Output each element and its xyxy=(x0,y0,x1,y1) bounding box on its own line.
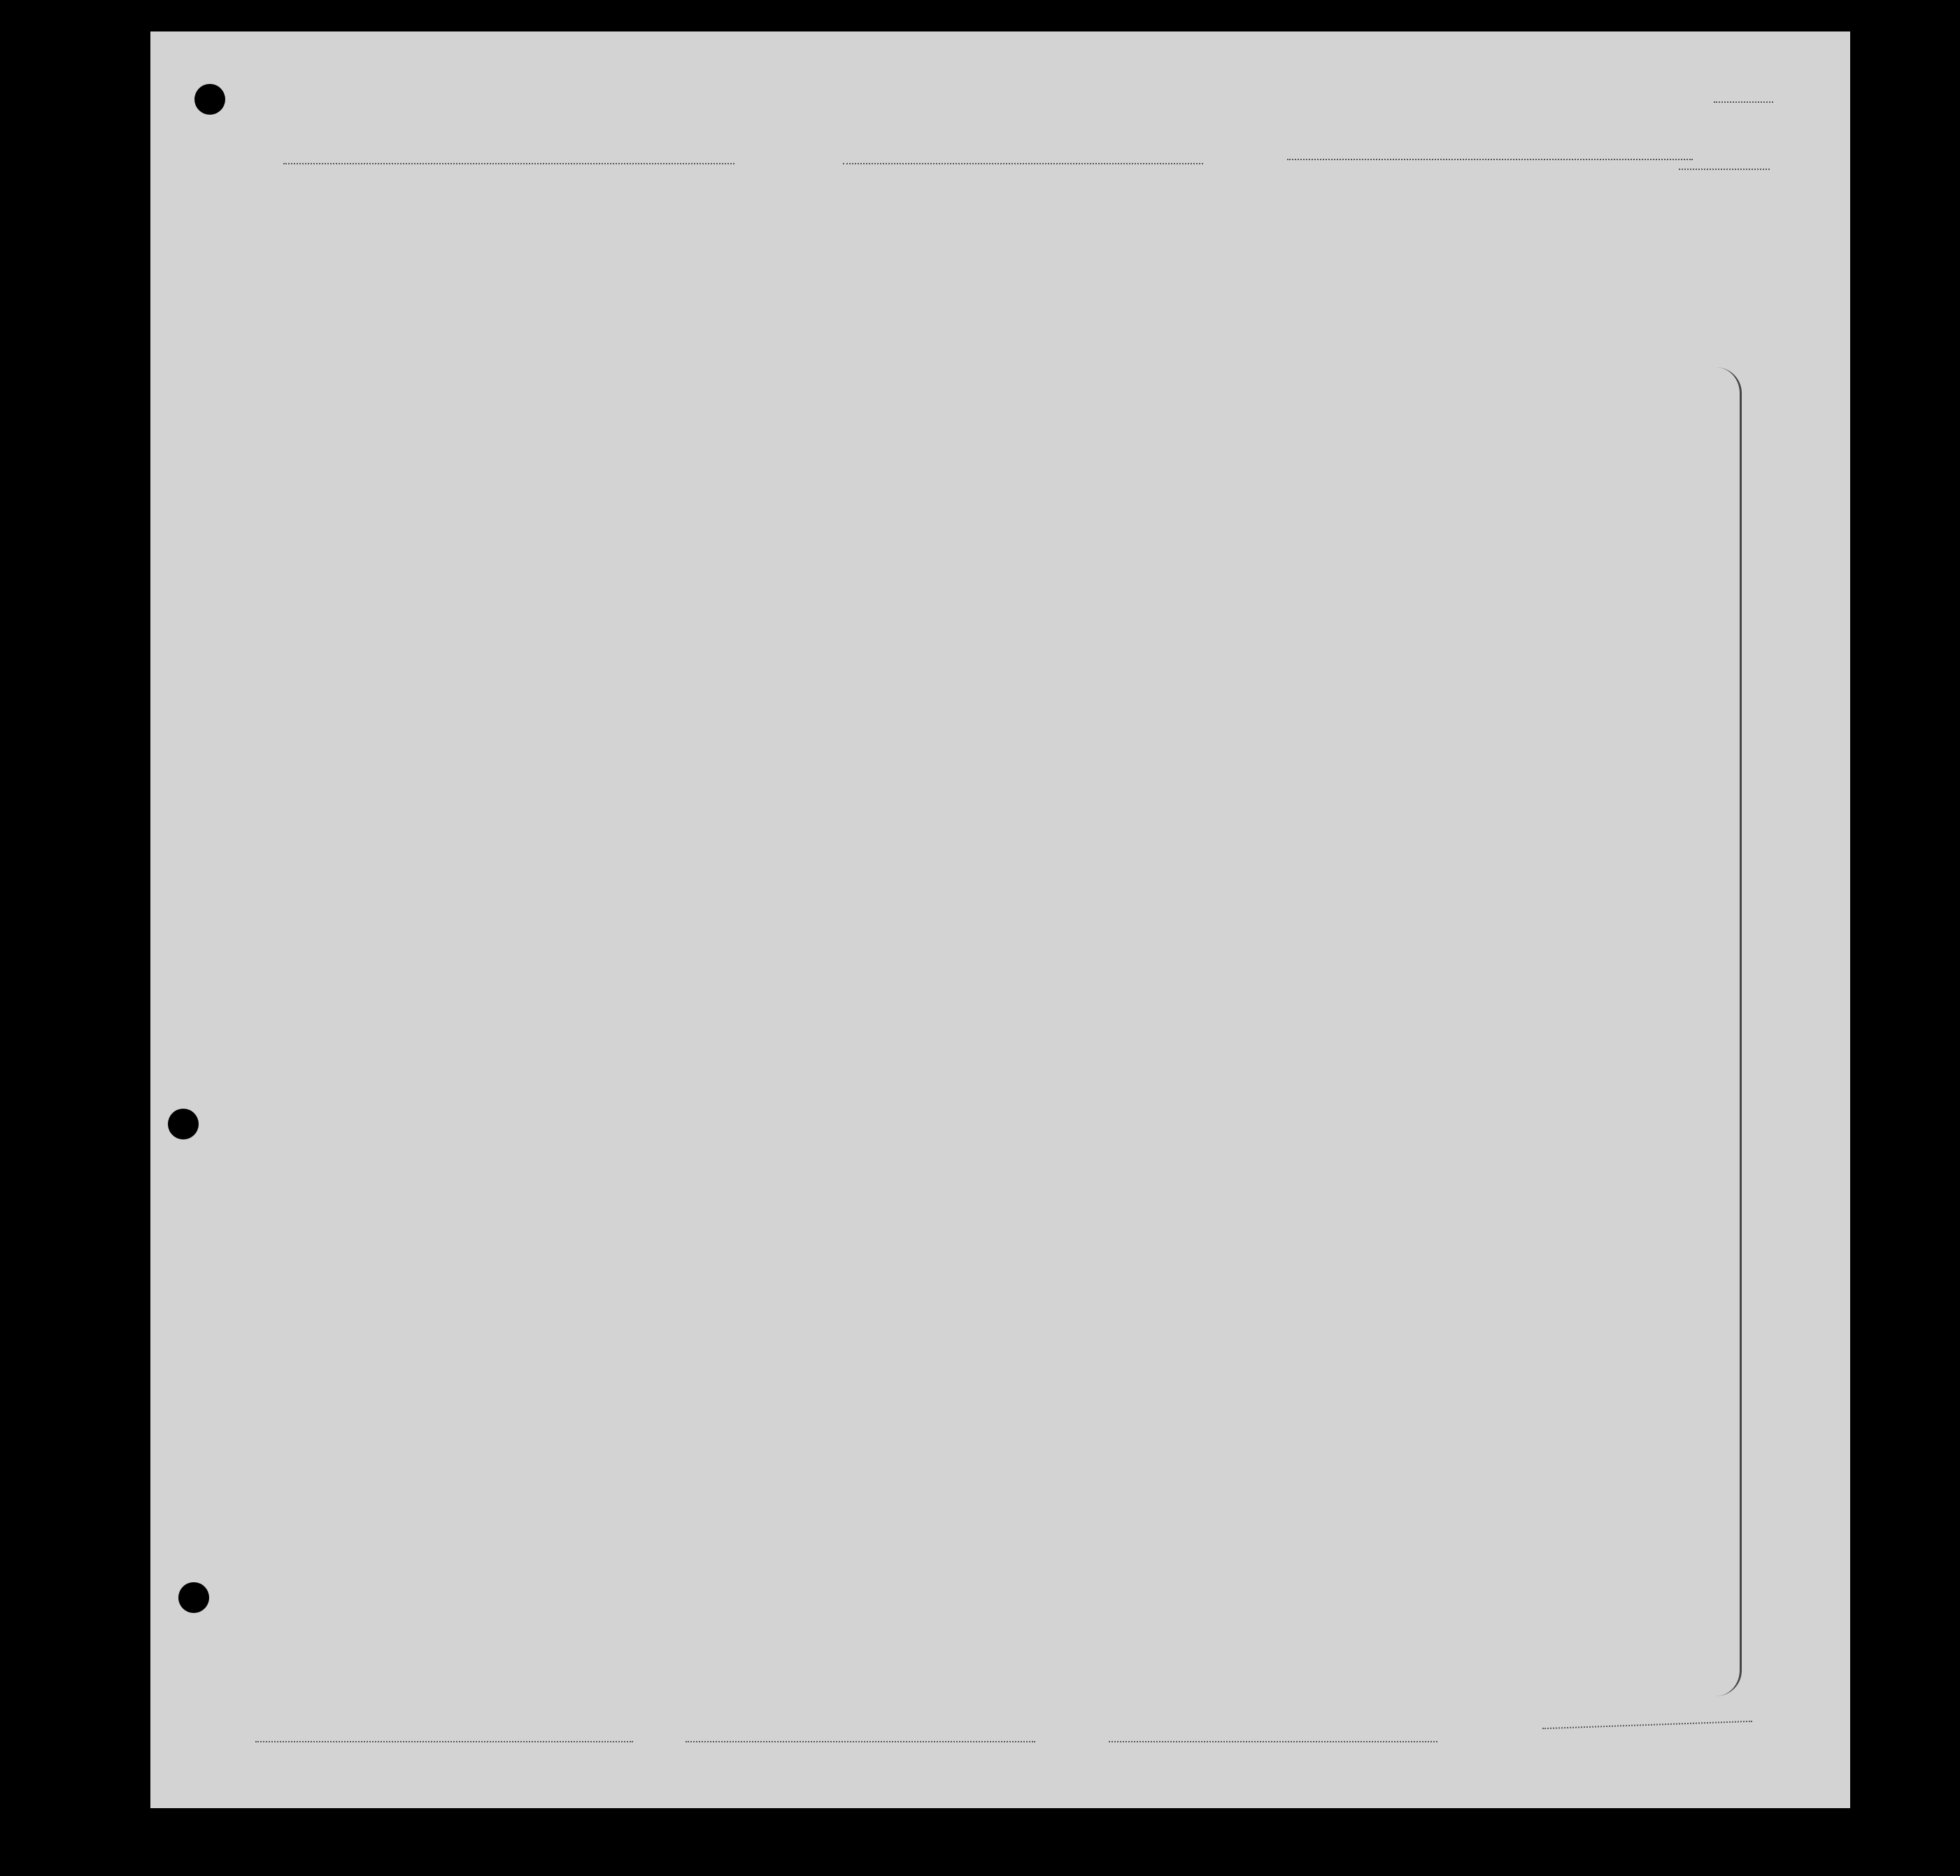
action-bracket xyxy=(1716,367,1742,1696)
departure-port xyxy=(843,163,1203,164)
officer-signature xyxy=(1542,1721,1752,1729)
line-value xyxy=(255,1741,633,1742)
arrival-port xyxy=(1287,159,1693,160)
punch-hole xyxy=(178,1582,209,1613)
manifest-sheet xyxy=(150,31,1850,1808)
punch-hole xyxy=(168,1109,199,1139)
agents-value xyxy=(1109,1741,1437,1742)
sheet-number xyxy=(1714,101,1773,103)
punch-hole xyxy=(194,84,225,115)
vessel-name xyxy=(283,163,734,164)
year-suffix xyxy=(1679,169,1770,170)
owners-value xyxy=(686,1741,1035,1742)
